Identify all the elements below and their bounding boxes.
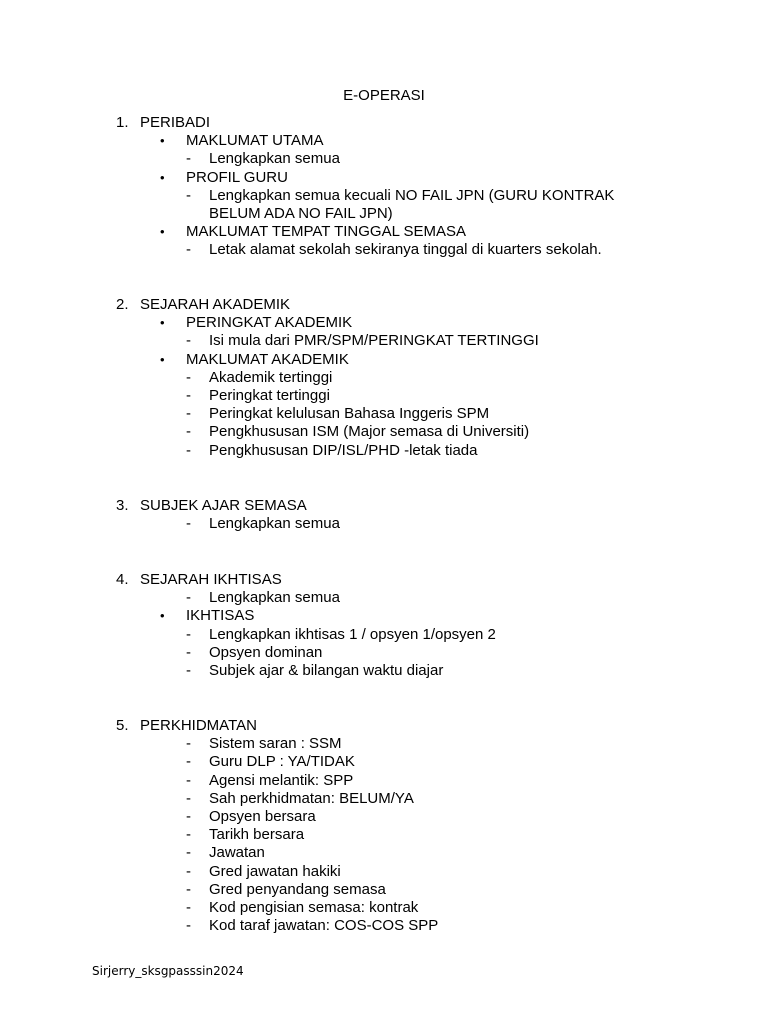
bullet-item [0,223,768,241]
dash-marker: - [186,368,191,386]
section-number: 2. [116,296,129,313]
list-item [0,662,768,680]
list-item [0,881,768,899]
dash-marker: - [186,150,191,168]
list-item [0,423,768,441]
list-item [0,387,768,405]
list-item [0,826,768,844]
list-item [0,790,768,808]
section-5 [0,717,768,935]
list-item [0,187,768,205]
list-item [0,863,768,881]
list-item-text: Lengkapkan semua [209,150,340,168]
list-item-text: Lengkapkan ikhtisas 1 / opsyen 1/opsyen 2 [209,625,496,643]
bullet-text: PROFIL GURU [186,168,288,186]
section-heading-line [0,296,768,314]
list-item [0,405,768,423]
bullet-text: MAKLUMAT UTAMA [186,132,324,150]
bullet-item [0,169,768,187]
dash-marker: - [186,423,191,441]
bullet-item [0,607,768,625]
list-item [0,899,768,917]
list-item [0,150,768,168]
list-item-text: Sistem saran : SSM [209,735,342,753]
list-item-text: Guru DLP : YA/TIDAK [209,753,355,771]
list-item [0,442,768,460]
section-heading: SUBJEK AJAR SEMASA [140,497,307,514]
dash-marker: - [186,441,191,459]
dash-marker: - [186,771,191,789]
dash-marker: - [186,753,191,771]
section-3 [0,497,768,533]
list-item-text: Lengkapkan semua [209,589,340,607]
list-item [0,772,768,790]
dash-marker: - [186,589,191,607]
bullet-text: MAKLUMAT TEMPAT TINGGAL SEMASA [186,223,467,241]
list-item-text: Sah perkhidmatan: BELUM/YA [209,789,414,807]
dash-marker: - [186,844,191,862]
bullet-icon: • [160,351,165,367]
section-heading-line [0,571,768,589]
list-item-text: Letak alamat sekolah sekiranya tinggal di kuarters sekolah. [209,241,602,259]
dash-marker: - [186,807,191,825]
list-item [0,917,768,935]
list-item [0,332,768,350]
bullet-icon: • [160,224,165,240]
dash-marker: - [186,880,191,898]
footer-text: Sirjerry_sksgpasssin2024 [92,964,244,978]
dash-marker: - [186,643,191,661]
dash-marker: - [186,515,191,533]
section-number: 1. [116,114,129,131]
dash-marker: - [186,186,191,204]
list-item-text: Kod taraf jawatan: COS-COS SPP [209,917,439,935]
section-heading: SEJARAH IKHTISAS [140,571,282,588]
bullet-icon: • [160,133,165,149]
list-item [0,753,768,771]
section-1 [0,114,768,260]
list-item [0,735,768,753]
list-item [0,589,768,607]
list-item [0,808,768,826]
section-heading: PERIBADI [140,114,211,131]
section-heading: PERKHIDMATAN [140,717,257,734]
bullet-text: IKHTISAS [186,607,255,625]
section-heading-line [0,717,768,735]
list-item-text: BELUM ADA NO FAIL JPN) [209,204,393,222]
list-item [0,369,768,387]
dash-marker: - [186,241,191,259]
bullet-icon: • [160,169,165,185]
list-item [0,626,768,644]
dash-marker: - [186,735,191,753]
dash-marker: - [186,917,191,935]
dash-marker: - [186,405,191,423]
list-item [0,241,768,259]
bullet-item [0,314,768,332]
list-item-text: Lengkapkan semua [209,515,340,533]
list-item-text: Gred jawatan hakiki [209,862,341,880]
list-item-text: Kod pengisian semasa: kontrak [209,898,419,916]
list-item-text: Pengkhususan ISM (Major semasa di Universiti) [209,423,530,441]
list-item-text: Jawatan [209,844,265,862]
list-item-text: Opsyen bersara [209,807,316,825]
section-heading: SEJARAH AKADEMIK [140,296,291,313]
section-2 [0,296,768,460]
list-item-text: Peringkat tertinggi [209,386,330,404]
bullet-item [0,132,768,150]
list-item-text: Lengkapkan semua kecuali NO FAIL JPN (GURU KONTRAK [209,186,615,204]
dash-marker: - [186,862,191,880]
list-item-text: Tarikh bersara [209,826,305,844]
dash-marker: - [186,826,191,844]
section-heading-line [0,114,768,132]
list-item [0,644,768,662]
section-number: 4. [116,571,129,588]
section-4 [0,571,768,680]
dash-marker: - [186,332,191,350]
dash-marker: - [186,789,191,807]
section-number: 5. [116,717,129,734]
section-heading-line [0,497,768,515]
list-item-text: Akademik tertinggi [209,368,333,386]
dash-marker: - [186,898,191,916]
list-item-text: Agensi melantik: SPP [209,771,354,789]
list-item-text: Gred penyandang semasa [209,880,386,898]
list-item-text: Isi mula dari PMR/SPM/PERINGKAT TERTINGGI [209,332,539,350]
list-item [0,205,768,223]
bullet-item [0,351,768,369]
bullet-text: PERINGKAT AKADEMIK [186,314,353,332]
dash-marker: - [186,386,191,404]
dash-marker: - [186,661,191,679]
document-title: E-OPERASI [343,87,425,104]
list-item-text: Pengkhususan DIP/ISL/PHD -letak tiada [209,441,478,459]
bullet-text: MAKLUMAT AKADEMIK [186,350,349,368]
bullet-icon: • [160,315,165,331]
list-item [0,844,768,862]
dash-marker: - [186,625,191,643]
section-number: 3. [116,497,129,514]
list-item [0,515,768,533]
bullet-icon: • [160,608,165,624]
list-item-text: Subjek ajar & bilangan waktu diajar [209,661,444,679]
list-item-text: Opsyen dominan [209,643,323,661]
list-item-text: Peringkat kelulusan Bahasa Inggeris SPM [209,405,490,423]
